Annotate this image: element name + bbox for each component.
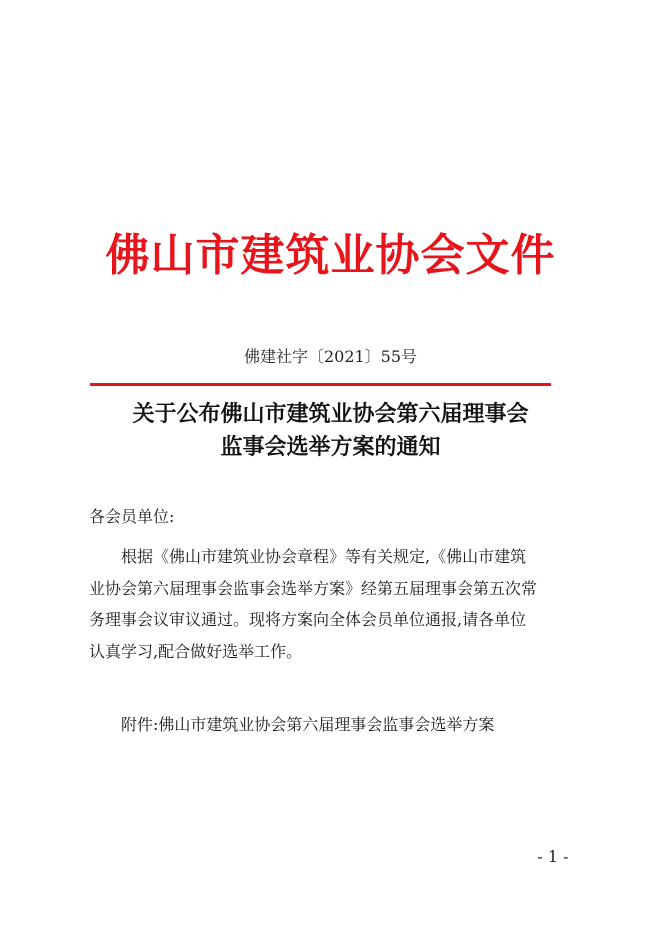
body-line-4: 认真学习,配合做好选举工作。 (89, 641, 303, 661)
salutation: 各会员单位: (89, 507, 175, 526)
page-number: - 1 - (537, 847, 569, 866)
body-line-3: 务理事会议审议通过。现将方案向全体会员单位通报,请各单位 (89, 610, 527, 629)
attachment-note: 附件:佛山市建筑业协会第六届理事会监事会选举方案 (121, 715, 495, 734)
document-number: 佛建社字〔2021〕55号 (243, 347, 418, 366)
title-line-1: 关于公布佛山市建筑业协会第六届理事会 (132, 402, 529, 427)
body-line-1: 根据《佛山市建筑业协会章程》等有关规定,《佛山市建筑 (121, 547, 527, 566)
body-paragraph (89, 541, 567, 667)
document-masthead: 佛山市建筑业协会文件 (105, 230, 556, 281)
document-title (0, 398, 661, 464)
red-divider-line (90, 383, 551, 386)
body-line-2: 业协会第六届理事会监事会选举方案》经第五届理事会第五次常 (89, 578, 538, 598)
title-line-2: 监事会选举方案的通知 (220, 435, 441, 460)
